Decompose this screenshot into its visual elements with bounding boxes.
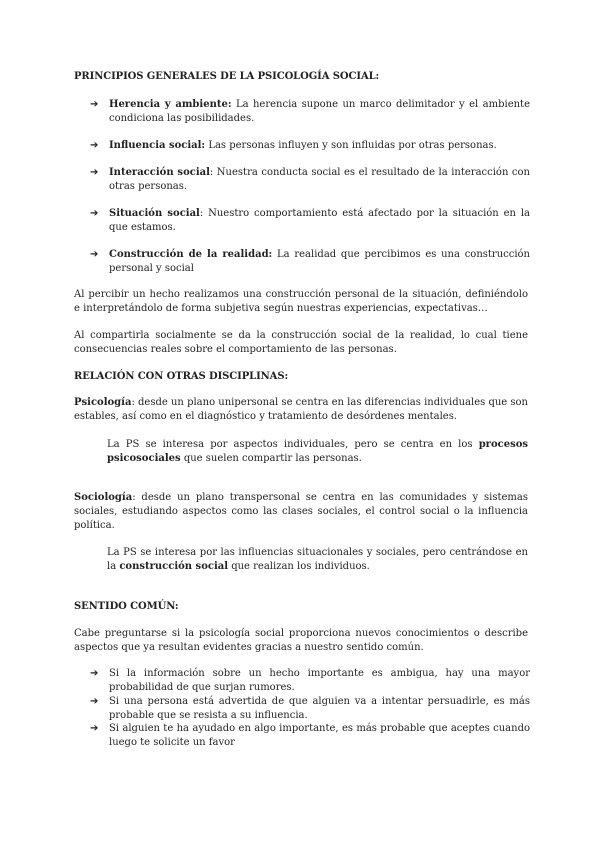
arrow-icon: ➔ [90, 668, 99, 679]
section-heading-relacion: RELACIÓN CON OTRAS DISCIPLINAS: [74, 371, 289, 382]
note-bold: procesos psicosociales [107, 439, 528, 464]
bullet-text: La herencia supone un marco delimitador y el ambiente condiciona las posibilidades. [109, 99, 530, 124]
note-text: La PS se interesa por las influencias situacionales y sociales, pero centrándose en la [107, 547, 528, 572]
bullet-persuasion [90, 695, 530, 723]
bullet-text: : Nuestro comportamiento está afectado por la situación en la que estamos. [109, 208, 530, 233]
note-sociologia [107, 546, 528, 574]
term-sociologia: Sociología [74, 492, 133, 503]
bullet-term: Construcción de la realidad: [109, 249, 273, 260]
bullet-text: : Nuestra conducta social es el resultado de la interacción con otras personas. [109, 167, 530, 192]
term-psicologia: Psicología [74, 397, 132, 408]
note-bold: construcción social [119, 561, 229, 572]
section-heading-principios: PRINCIPIOS GENERALES DE LA PSICOLOGÍA SOCIAL: [74, 71, 380, 82]
bullet-term: Influencia social: [109, 140, 206, 151]
paragraph-sociologia [74, 491, 528, 533]
note-text: que realizan los individuos. [228, 561, 370, 572]
arrow-icon: ➔ [90, 140, 99, 151]
bullet-favor [90, 722, 530, 750]
section-heading-sentido: SENTIDO COMÚN: [74, 601, 179, 612]
text-psicologia: : desde un plano unipersonal se centra en las diferencias individuales que son estables, así como en el diagnóstico y tratamiento de desórdenes mentales. [74, 397, 528, 422]
bullet-text: Si la información sobre un hecho importante es ambigua, hay una mayor probabilidad de que surjan rumores. [109, 668, 530, 693]
bullet-text: La realidad que percibimos es una construcción personal y social [109, 249, 530, 274]
bullet-rumores [90, 667, 530, 695]
bullet-text: Si una persona está advertida de que alguien va a intentar persuadirle, es más probable que se resista a su influencia. [109, 696, 530, 721]
note-text: La PS se interesa por aspectos individuales, pero se centra en los [107, 439, 479, 450]
paragraph-percibir: Al percibir un hecho realizamos una construcción personal de la situación, definiéndolo e interpretándolo de forma subjetiva según nuestras experiencias, expectativas… [74, 289, 528, 314]
arrow-icon: ➔ [90, 696, 99, 707]
note-psicologia [107, 438, 528, 466]
bullet-construccion [90, 248, 530, 276]
arrow-icon: ➔ [90, 167, 99, 178]
bullet-text: Las personas influyen y son influidas por otras personas. [205, 140, 497, 151]
bullet-interaccion [90, 166, 530, 194]
paragraph-sentido-intro: Cabe preguntarse si la psicología social proporciona nuevos conocimientos o describe aspectos que ya resultan evidentes gracias a nuestro sentido común. [74, 628, 528, 653]
bullet-term: Herencia y ambiente: [109, 99, 232, 110]
bullet-influencia [90, 139, 530, 153]
arrow-icon: ➔ [90, 99, 99, 110]
paragraph-psicologia [74, 396, 528, 424]
arrow-icon: ➔ [90, 723, 99, 734]
bullet-herencia [90, 98, 530, 126]
bullet-term: Interacción social [109, 167, 210, 178]
arrow-icon: ➔ [90, 208, 99, 219]
note-text: que suelen compartir las personas. [180, 453, 362, 464]
paragraph-compartirla: Al compartirla socialmente se da la construcción social de la realidad, lo cual tiene consecuencias reales sobre el comportamiento de las personas. [74, 330, 528, 355]
arrow-icon: ➔ [90, 249, 99, 260]
bullet-text: Si alguien te ha ayudado en algo importante, es más probable que aceptes cuando luego te solicite un favor [109, 723, 530, 748]
bullet-term: Situación social [109, 208, 200, 219]
bullet-situacion [90, 207, 530, 235]
text-sociologia: : desde un plano transpersonal se centra en las comunidades y sistemas sociales, estudiando aspectos como las clases sociales, el control social o la influencia política. [74, 492, 528, 531]
